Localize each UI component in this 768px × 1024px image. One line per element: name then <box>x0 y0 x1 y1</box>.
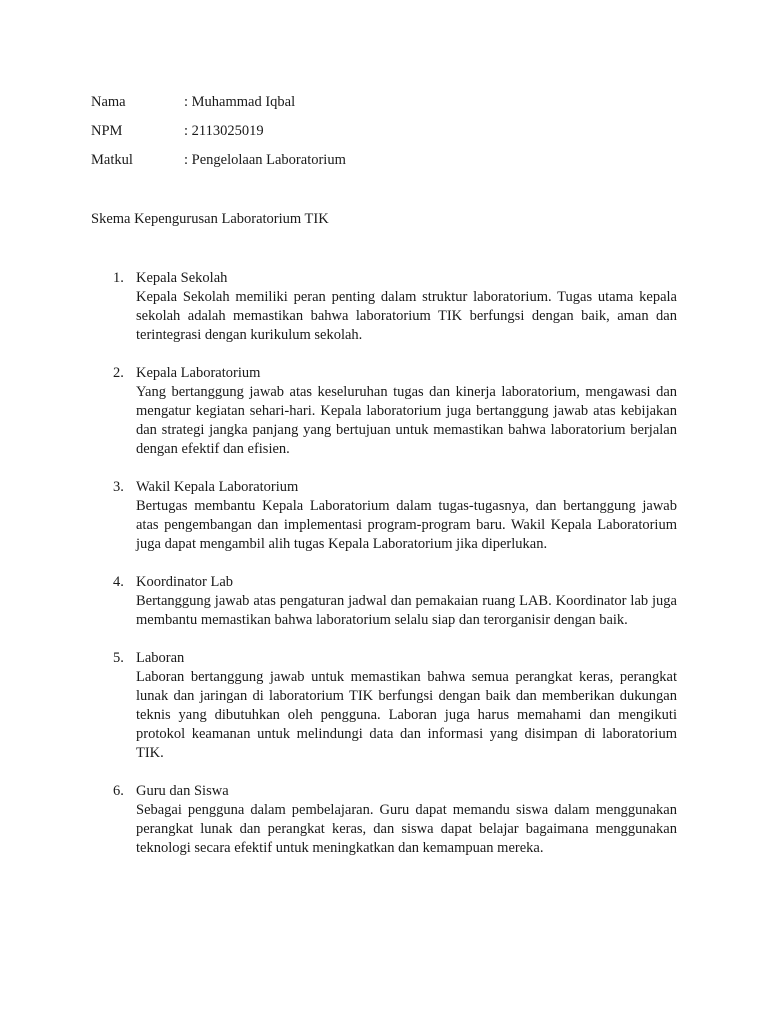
item-number: 5. <box>113 650 124 666</box>
item-description: Bertugas membantu Kepala Laboratorium dalam tugas-tugasnya, dan bertanggung jawab atas pengembangan dan implementasi program-program baru. Wakil Kepala Laboratorium juga dapat mengambil alih tugas Kepala Laboratorium jika diperlukan. <box>136 498 677 552</box>
info-label: Nama <box>91 94 126 110</box>
info-value: : Pengelolaan Laboratorium <box>184 152 346 168</box>
item-title: Guru dan Siswa <box>136 783 229 799</box>
list-item <box>91 573 677 630</box>
item-title: Kepala Sekolah <box>136 270 228 286</box>
role-list <box>91 269 677 877</box>
item-title: Wakil Kepala Laboratorium <box>136 479 299 495</box>
item-description: Yang bertanggung jawab atas keseluruhan tugas dan kinerja laboratorium, mengawasi dan mengatur kegiatan sehari-hari. Kepala laboratorium juga bertanggung jawab atas kebijakan dan strategi jangka panjang yang bertujuan untuk memastikan bahwa laboratorium berjalan dengan efektif dan efisien. <box>136 384 677 457</box>
item-number: 4. <box>113 574 124 590</box>
info-label: Matkul <box>91 152 133 168</box>
document-title: Skema Kepengurusan Laboratorium TIK <box>91 211 329 227</box>
item-description: Sebagai pengguna dalam pembelajaran. Guru dapat memandu siswa dalam menggunakan perangkat lunak dan perangkat keras, dan siswa dapat belajar bagaimana menggunakan teknologi secara efektif untuk meningkatkan dan kemampuan mereka. <box>136 802 677 856</box>
item-number: 1. <box>113 270 124 286</box>
item-title: Laboran <box>136 650 185 666</box>
info-row-nama <box>91 93 346 122</box>
list-item <box>91 782 677 858</box>
info-value: : Muhammad Iqbal <box>184 94 296 110</box>
item-number: 3. <box>113 479 124 495</box>
item-title: Kepala Laboratorium <box>136 365 261 381</box>
list-item <box>91 649 677 763</box>
info-row-npm <box>91 122 346 151</box>
info-row-matkul <box>91 151 346 180</box>
list-item <box>91 478 677 554</box>
item-number: 2. <box>113 365 124 381</box>
list-item <box>91 269 677 345</box>
list-item <box>91 364 677 459</box>
item-description: Kepala Sekolah memiliki peran penting dalam struktur laboratorium. Tugas utama kepala sekolah adalah memastikan bahwa laboratorium TIK berfungsi dengan baik, aman dan terintegrasi dengan kurikulum sekolah. <box>136 289 677 343</box>
item-title: Koordinator Lab <box>136 574 234 590</box>
item-number: 6. <box>113 783 124 799</box>
item-description: Bertanggung jawab atas pengaturan jadwal dan pemakaian ruang LAB. Koordinator lab juga membantu memastikan bahwa laboratorium selalu siap dan terorganisir dengan baik. <box>136 593 677 628</box>
info-label: NPM <box>91 123 123 139</box>
item-description: Laboran bertanggung jawab untuk memastikan bahwa semua perangkat keras, perangkat lunak dan jaringan di laboratorium TIK berfungsi dengan baik dan memberikan dukungan teknis yang dibutuhkan oleh pengguna. Laboran juga harus memahami dan mengikuti protokol keamanan untuk melindungi data dan informasi yang disimpan di laboratorium TIK. <box>136 669 677 761</box>
info-value: : 2113025019 <box>184 123 264 139</box>
student-info <box>91 93 346 180</box>
